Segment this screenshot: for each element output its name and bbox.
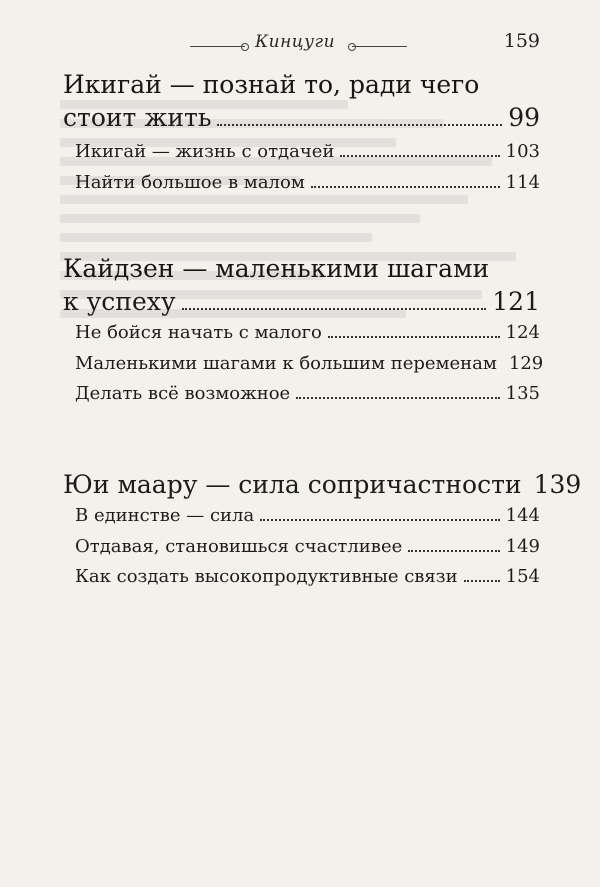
subsection-page-number: 154 — [505, 566, 540, 587]
subsection-title: Не бойся начать с малого — [75, 322, 322, 343]
dot-leader — [217, 123, 502, 126]
dot-leader — [328, 335, 500, 338]
chapter-page-number: 121 — [492, 287, 540, 316]
running-title: Кинцуги — [255, 32, 336, 52]
subsection-page-number: 149 — [505, 536, 540, 557]
dot-leader — [464, 579, 500, 582]
subsection-page-number: 129 — [508, 353, 544, 374]
subsection-page-number: 103 — [505, 141, 540, 162]
chapter-title-line2: к успеху — [63, 287, 176, 316]
ornament-left-icon — [190, 46, 245, 47]
subsection-page-number: 135 — [505, 383, 540, 404]
chapter-title: Юи маару — сила сопричастности — [63, 470, 522, 499]
subsection-title: Икигай — жизнь с отдачей — [75, 141, 335, 162]
subsection-page-number: 124 — [505, 322, 540, 343]
dot-leader — [408, 549, 499, 552]
subsection-title: Маленькими шагами к большим переменам — [75, 353, 497, 374]
dot-leader — [340, 154, 499, 157]
subsection-title: В единстве — сила — [75, 505, 255, 526]
chapter-page-number: 139 — [533, 470, 582, 499]
dot-leader — [296, 396, 499, 399]
chapter-title-line1: Икигай — познай то, ради чего — [63, 70, 480, 99]
page-number: 159 — [503, 30, 540, 52]
subsection-title: Как создать высокопродуктивные связи — [75, 566, 458, 587]
subsection-page-number: 114 — [505, 172, 540, 193]
subsection-title: Найти большое в малом — [75, 172, 305, 193]
ornament-right-icon — [352, 46, 407, 47]
dot-leader — [260, 518, 499, 521]
subsection-page-number: 144 — [505, 505, 540, 526]
dot-leader — [182, 307, 487, 310]
subsection-title: Отдавая, становишься счастливее — [75, 536, 403, 557]
page-header — [0, 28, 600, 58]
chapter-page-number: 99 — [508, 103, 540, 132]
chapter-title-line1: Кайдзен — маленькими шагами — [63, 254, 490, 283]
chapter-title-line2: стоит жить — [63, 103, 212, 132]
dot-leader — [311, 185, 500, 188]
subsection-title: Делать всё возможное — [75, 383, 291, 404]
